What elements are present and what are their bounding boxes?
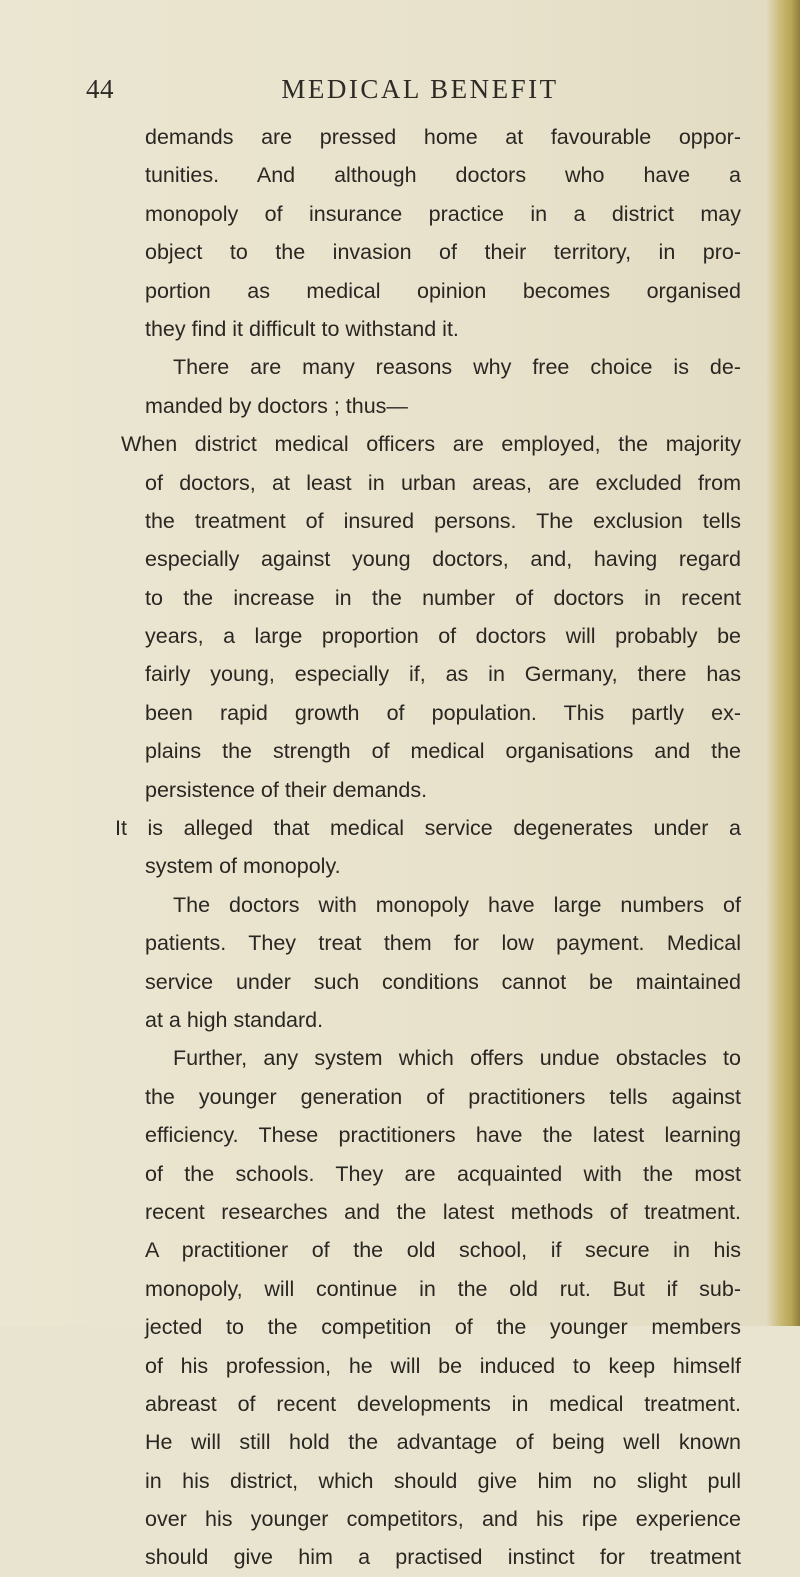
text-line: efficiency. These practitioners have the latest learning (145, 1123, 741, 1148)
text-line: He will still hold the advantage of being well known (145, 1430, 741, 1455)
text-line: of his profession, he will be induced to keep himself (145, 1353, 741, 1378)
text-line: Further, any system which offers undue obstacles to (173, 1046, 741, 1071)
text-line: persistence of their demands. (145, 777, 428, 802)
text-line: fairly young, especially if, as in Germany, there has (145, 662, 741, 687)
text-line: the treatment of insured persons. The exclusion tells (145, 508, 741, 533)
text-line: in his district, which should give him no slight pull (145, 1468, 741, 1493)
text-line: system of monopoly. (145, 854, 341, 879)
body-text (115, 118, 741, 1577)
text-line: at a high standard. (145, 1007, 324, 1032)
text-line: portion as medical opinion becomes organised (145, 278, 741, 303)
text-line: The doctors with monopoly have large numbers of (173, 892, 741, 917)
text-line: of doctors, at least in urban areas, are excluded from (145, 470, 741, 495)
text-line: over his younger competitors, and his ripe experience (145, 1507, 741, 1532)
text-line: been rapid growth of population. This partly ex- (145, 700, 741, 725)
text-line: patients. They treat them for low payment. Medical (145, 931, 741, 956)
text-line: It is alleged that medical service degenerates under a (115, 816, 741, 841)
text-line: they find it difficult to withstand it. (145, 316, 459, 341)
text-line: monopoly, will continue in the old rut. But if sub- (145, 1276, 741, 1301)
text-line: monopoly of insurance practice in a district may (145, 201, 741, 226)
text-line: demands are pressed home at favourable oppor- (145, 125, 741, 149)
text-line: object to the invasion of their territory, in pro- (145, 240, 741, 265)
text-line: jected to the competition of the younger members (145, 1315, 741, 1340)
page-header (0, 74, 800, 114)
page-edge-shadow (766, 0, 800, 1326)
text-line: the younger generation of practitioners tells against (145, 1084, 741, 1109)
text-line: of the schools. They are acquainted with the most (145, 1161, 741, 1186)
text-line: years, a large proportion of doctors will probably be (145, 624, 741, 649)
text-line: service under such conditions cannot be maintained (145, 969, 741, 994)
text-line: tunities. And although doctors who have a (145, 163, 741, 188)
text-line: especially against young doctors, and, having regard (145, 547, 741, 572)
text-line: plains the strength of medical organisations and the (145, 739, 741, 764)
text-line: There are many reasons why free choice is de- (173, 355, 741, 380)
text-line: abreast of recent developments in medical treatment. (145, 1391, 741, 1416)
text-line: to the increase in the number of doctors in recent (145, 585, 741, 610)
text-line: should give him a practised instinct for treatment (145, 1545, 741, 1570)
text-line: When district medical officers are employed, the majority (121, 432, 741, 457)
text-line: manded by doctors ; thus— (145, 393, 408, 418)
text-line: recent researches and the latest methods of treatment. (145, 1199, 741, 1224)
text-line: A practitioner of the old school, if secure in his (145, 1238, 741, 1263)
running-head: MEDICAL BENEFIT (281, 74, 559, 104)
page-number: 44 (86, 74, 114, 104)
